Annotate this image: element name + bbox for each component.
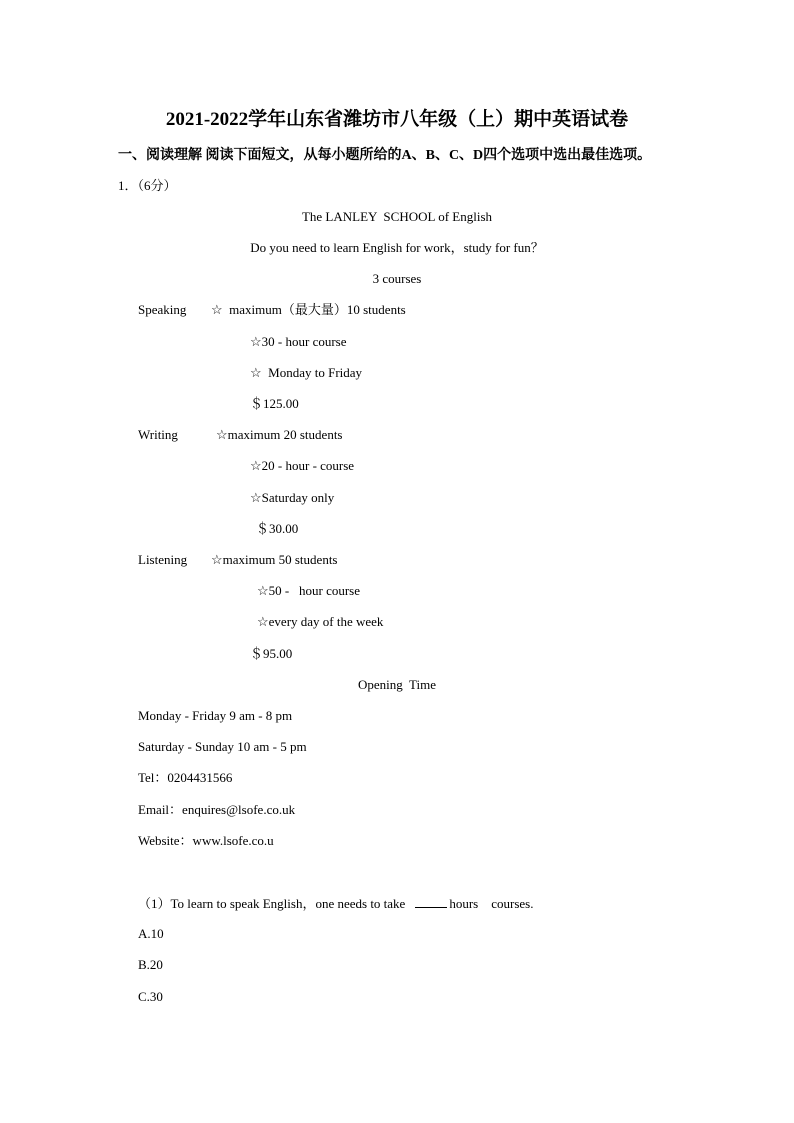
stem-after: hours courses. xyxy=(449,896,534,911)
website: Website：www.lsofe.co.u xyxy=(138,833,274,848)
answer-blank xyxy=(415,894,447,908)
speaking-label: Speaking xyxy=(138,302,187,317)
sub-question-stem xyxy=(138,894,533,913)
section-heading: 一、阅读理解 阅读下面短文，从每小题所给的A、B、C、D四个选项中选出最佳选项。 xyxy=(118,148,652,163)
listening-price: ＄95.00 xyxy=(250,646,293,661)
writing-days: ☆Saturday only xyxy=(250,490,335,505)
writing-capacity: ☆maximum 20 students xyxy=(216,427,343,442)
option-b: B.20 xyxy=(138,957,163,972)
option-c: C.30 xyxy=(138,989,163,1004)
speaking-duration: ☆30 - hour course xyxy=(250,334,347,349)
writing-duration: ☆20 - hour - course xyxy=(250,458,355,473)
page-title: 2021-2022学年山东省潍坊市八年级（上）期中英语试卷 xyxy=(165,109,629,130)
writing-label: Writing xyxy=(138,427,178,442)
stem-before: （1）To learn to speak English，one needs to take xyxy=(138,896,406,911)
listening-days: ☆every day of the week xyxy=(257,614,384,629)
speaking-capacity: ☆ maximum（最大量）10 students xyxy=(211,302,406,317)
email: Email：enquires@lsofe.co.uk xyxy=(138,802,296,817)
course-count: 3 courses xyxy=(372,271,422,286)
listening-capacity: ☆maximum 50 students xyxy=(211,552,338,567)
ad-tagline: Do you need to learn English for work，study for fun？ xyxy=(250,240,544,255)
listening-duration: ☆50 - hour course xyxy=(257,583,360,598)
listening-label: Listening xyxy=(138,552,188,567)
speaking-price: ＄125.00 xyxy=(250,396,299,411)
option-a: A.10 xyxy=(138,926,164,941)
weekday-hours: Monday - Friday 9 am - 8 pm xyxy=(138,708,293,723)
school-name: The LANLEY SCHOOL of English xyxy=(301,209,493,224)
writing-price: ＄30.00 xyxy=(256,521,299,536)
telephone: Tel：0204431566 xyxy=(138,770,233,785)
weekend-hours: Saturday - Sunday 10 am - 5 pm xyxy=(138,739,307,754)
speaking-days: ☆ Monday to Friday xyxy=(250,365,363,380)
opening-time-heading: Opening Time xyxy=(357,677,436,692)
question-number: 1．（6分） xyxy=(118,178,177,193)
